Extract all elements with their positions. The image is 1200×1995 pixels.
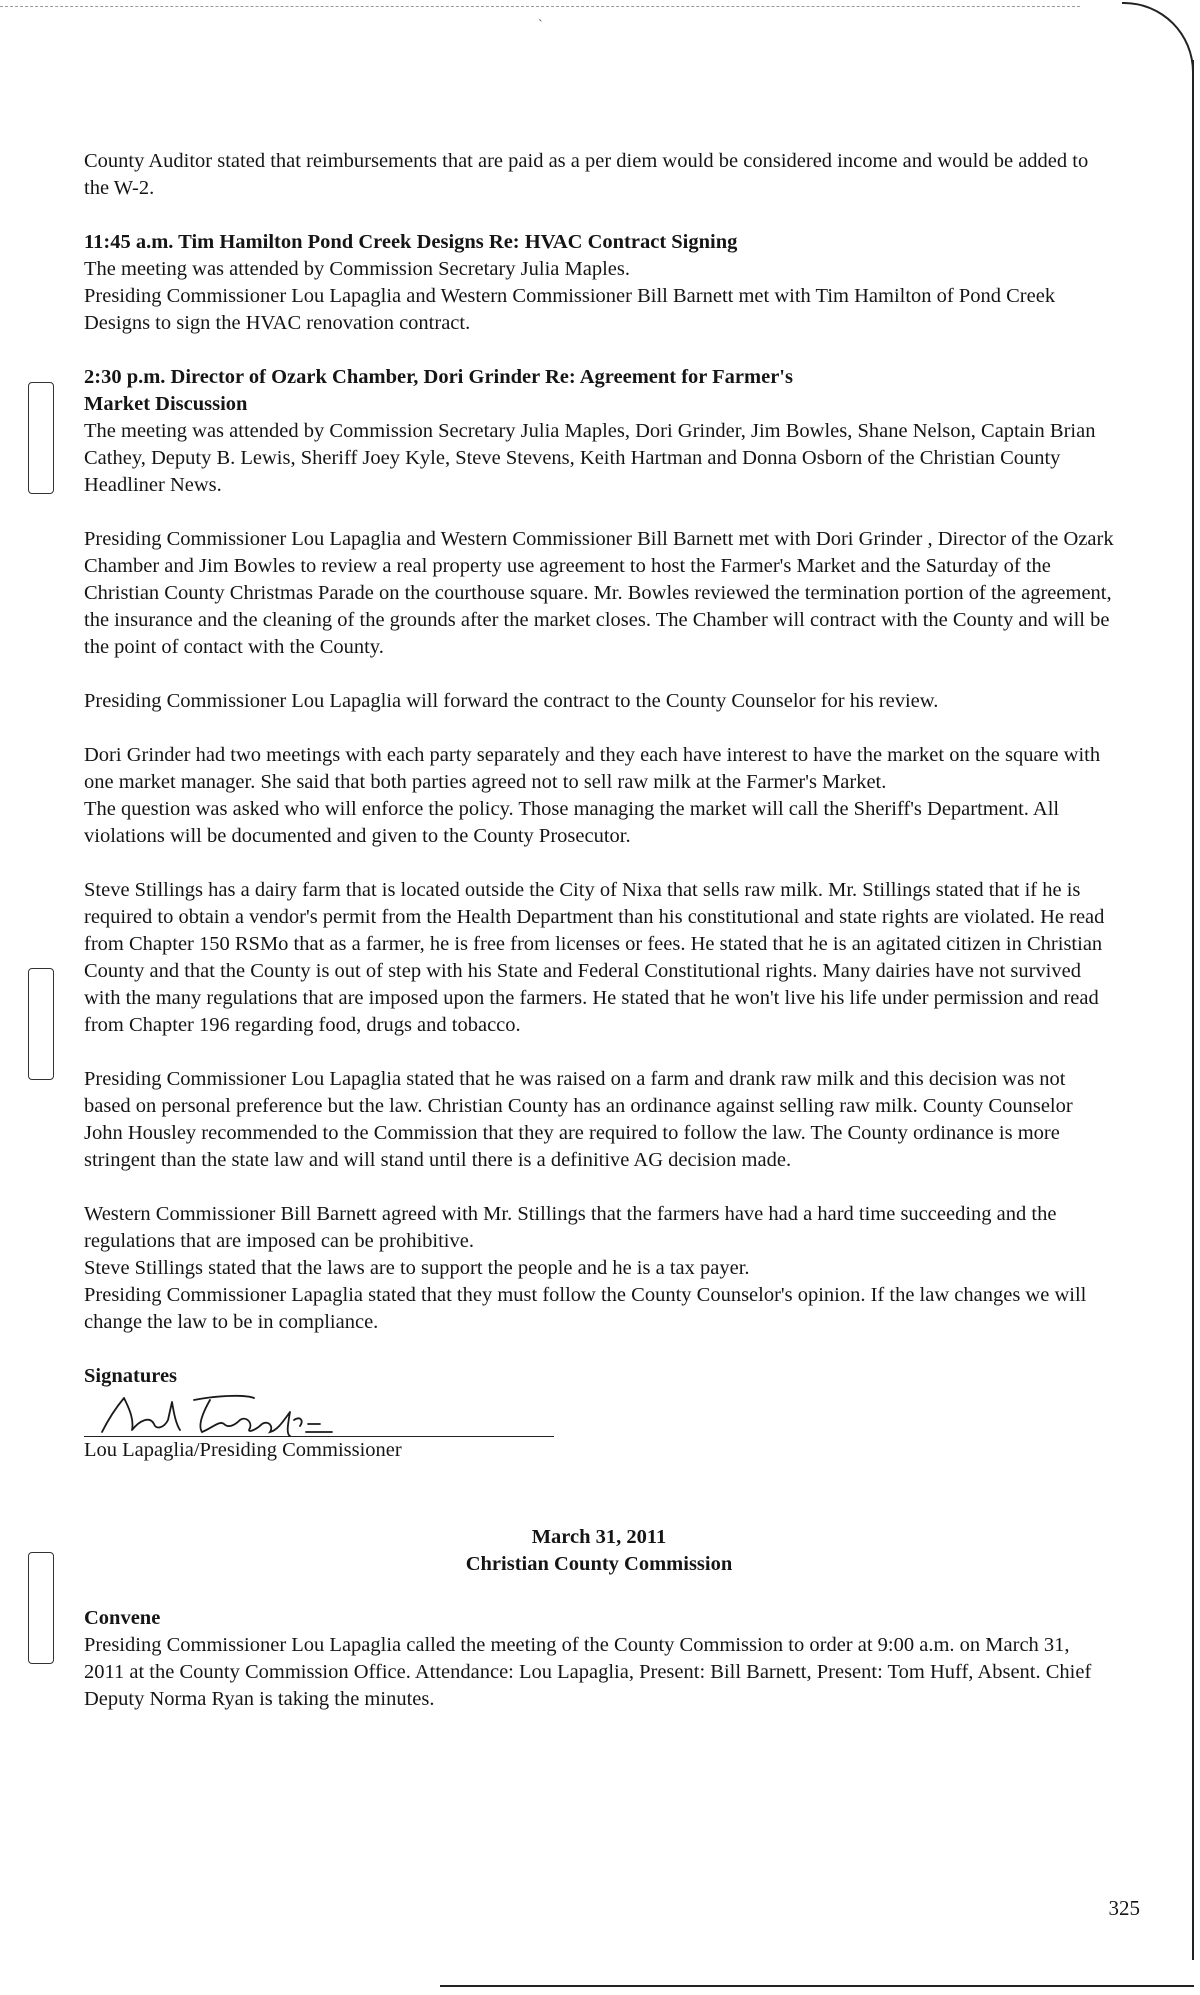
page-number: 325	[1108, 1896, 1140, 1920]
handwritten-signature	[94, 1390, 394, 1438]
page-edge-top	[0, 6, 1080, 7]
paragraph: Presiding Commissioner Lou Lapaglia stated that he was raised on a farm and drank raw milk and this decision was not based on personal preference but the law. Christian County has an ordinance against selling raw milk. County Counselor John Housley recommended to the Commission that they are required to follow the law. The County ordinance is more stringent than the state law and will stand until there is a definitive AG decision made.	[84, 1068, 1073, 1171]
punch-hole	[28, 968, 54, 1080]
attendance-text: The meeting was attended by Commission Secretary Julia Maples, Dori Grinder, Jim Bowles, Shane Nelson, Captain Brian Cathey, Deputy B. Lewis, Sheriff Joey Kyle, Steve Stevens, Keith Hartman and Donna Osborn of the Christian County Headliner News.	[84, 420, 1096, 496]
signer-name-title: Lou Lapaglia/Presiding Commissioner	[84, 1439, 402, 1461]
meeting-section	[84, 364, 1114, 499]
paragraph: The question was asked who will enforce the policy. Those managing the market will call the Sheriff's Department. All violations will be documented and given to the County Prosecutor.	[84, 798, 1060, 847]
convene-section	[84, 1605, 1114, 1713]
paragraph: Steve Stillings stated that the laws are to support the people and he is a tax payer.	[84, 1257, 750, 1279]
section-heading: 11:45 a.m. Tim Hamilton Pond Creek Designs Re: HVAC Contract Signing	[84, 231, 738, 253]
punch-hole	[28, 1552, 54, 1664]
paragraph: Presiding Commissioner Lou Lapaglia and Western Commissioner Bill Barnett met with Tim Hamilton of Pond Creek Designs to sign the HVAC renovation contract.	[84, 285, 1056, 334]
paragraph: Presiding Commissioner Lou Lapaglia will forward the contract to the County Counselor for his review.	[84, 690, 939, 712]
paragraph: County Auditor stated that reimbursements that are paid as a per diem would be considered income and would be added to the W-2.	[84, 150, 1089, 199]
punch-hole	[28, 382, 54, 494]
paragraph-group	[84, 742, 1114, 850]
page-edge-right	[1192, 60, 1194, 1960]
page-corner-curl	[1122, 2, 1194, 74]
document-body	[84, 148, 1114, 1713]
meeting-date: March 31, 2011	[531, 1526, 667, 1548]
meeting-title-block	[84, 1524, 1114, 1578]
meeting-section	[84, 229, 1114, 337]
paragraph: Presiding Commissioner Lapaglia stated that they must follow the County Counselor's opinion. If the law changes we will change the law to be in compliance.	[84, 1284, 1087, 1333]
paragraph: Western Commissioner Bill Barnett agreed with Mr. Stillings that the farmers have had a hard time succeeding and the regulations that are imposed can be prohibitive.	[84, 1203, 1057, 1252]
attendance-text: The meeting was attended by Commission Secretary Julia Maples.	[84, 258, 630, 280]
paragraph-group	[84, 1201, 1114, 1336]
signatures-heading: Signatures	[84, 1365, 178, 1387]
paragraph: Steve Stillings has a dairy farm that is located outside the City of Nixa that sells raw milk. Mr. Stillings stated that if he is required to obtain a vendor's permit from the Health Department than his constitutional and state rights are violated. He read from Chapter 150 RSMo that as a farmer, he is free from licenses or fees. He stated that he is an agitated citizen in Christian County and that the County is out of step with his State and Federal Constitutional rights. Many dairies have not survived with the many regulations that are imposed upon the farmers. He stated that he won't live his life under permission and read from Chapter 196 regarding food, drugs and tobacco.	[84, 879, 1105, 1036]
section-heading: 2:30 p.m. Director of Ozark Chamber, Dori Grinder Re: Agreement for Farmer's	[84, 366, 793, 388]
signature-line	[84, 1390, 554, 1437]
organization-name: Christian County Commission	[465, 1553, 733, 1575]
signature-block	[84, 1363, 1114, 1464]
section-heading: Convene	[84, 1607, 161, 1629]
paragraph: Dori Grinder had two meetings with each party separately and they each have interest to have the market on the square with one market manager. She said that both parties agreed not to sell raw milk at the Farmer's Market.	[84, 744, 1101, 793]
paragraph: Presiding Commissioner Lou Lapaglia and Western Commissioner Bill Barnett met with Dori Grinder , Director of the Ozark Chamber and Jim Bowles to review a real property use agreement to host the Farmer's Market and the Saturday of the Christian County Christmas Parade on the courthouse square. Mr. Bowles reviewed the termination portion of the agreement, the insurance and the cleaning of the grounds after the market closes. The Chamber will contract with the County and will be the point of contact with the County.	[84, 528, 1114, 658]
section-heading: Market Discussion	[84, 393, 248, 415]
scan-speck: `	[538, 18, 543, 33]
page-edge-bottom	[440, 1985, 1194, 1987]
paragraph: Presiding Commissioner Lou Lapaglia called the meeting of the County Commission to order at 9:00 a.m. on March 31, 2011 at the County Commission Office. Attendance: Lou Lapaglia, Present: Bill Barnett, Present: Tom Huff, Absent. Chief Deputy Norma Ryan is taking the minutes.	[84, 1634, 1092, 1710]
